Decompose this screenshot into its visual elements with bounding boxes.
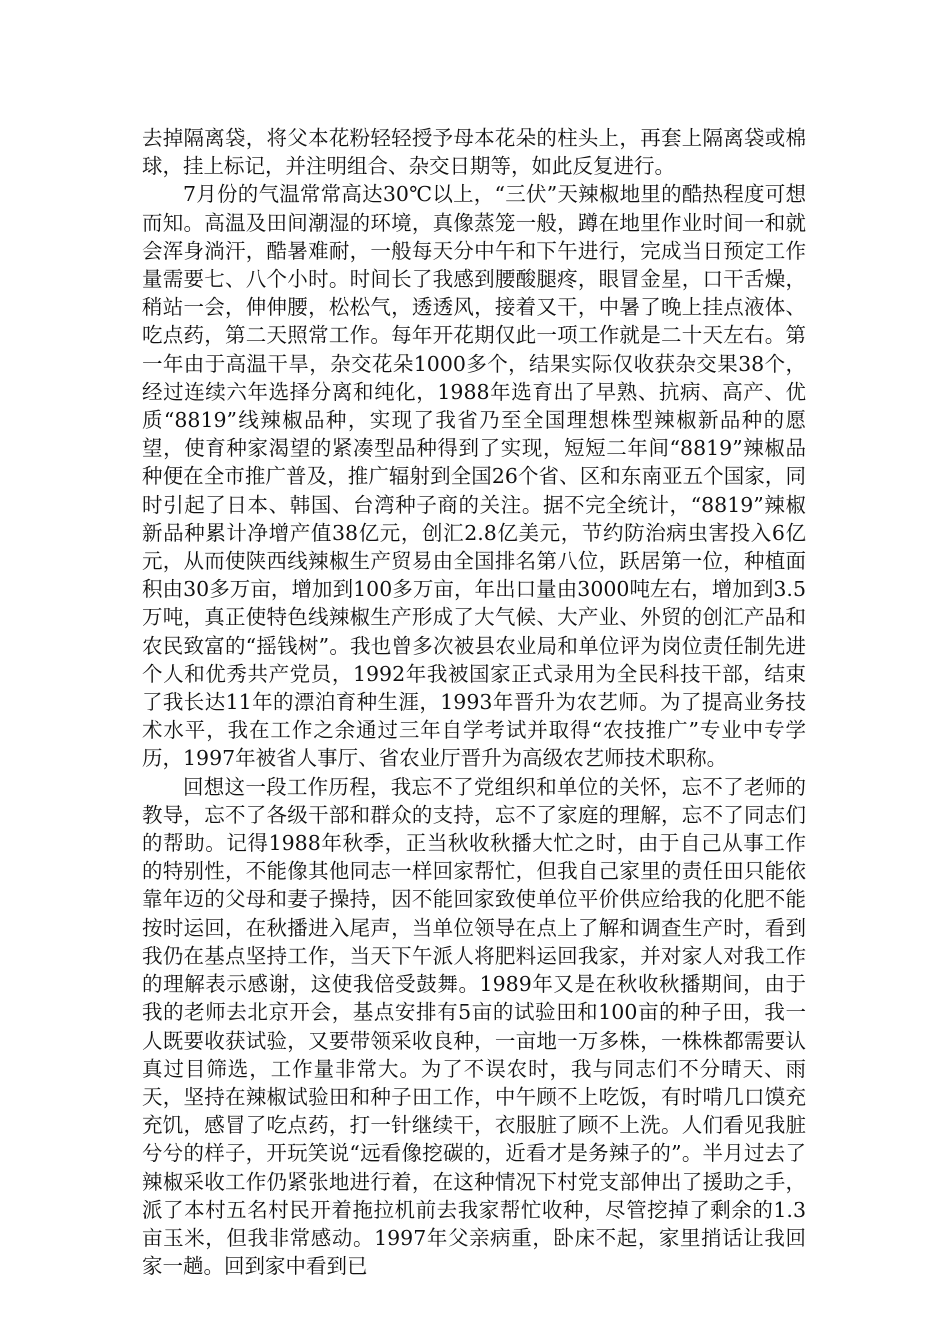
paragraph-1: 去掉隔离袋，将父本花粉轻轻授予母本花朵的柱头上，再套上隔离袋或棉球，挂上标记，并注明组合、杂交日期等，如此反复进行。 — [142, 126, 806, 179]
document-body — [142, 124, 806, 1280]
paragraph-2: 7月份的气温常常高达30℃以上，“三伏”天辣椒地里的酷热程度可想而知。高温及田间潮湿的环境，真像蒸笼一般，蹲在地里作业时间一和就会浑身淌汗，酷暑难耐，一般每天分中午和下午进行，完成当日预定工作量需要七、八个小时。时间长了我感到腰酸腿疼，眼冒金星，口干舌燥，稍站一会，伸伸腰，松松气，透透风，接着又干，中暑了晚上挂点液体、吃点药，第二天照常工作。每年开花期仅此一项工作就是二十天左右。第一年由于高温干旱，杂交花朵1000多个，结果实际仅收获杂交果38个，经过连续六年选择分离和纯化，1988年选育出了早熟、抗病、高产、优质“8819”线辣椒品种，实现了我省乃至全国理想株型辣椒新品种的愿望，使育种家渴望的紧凑型品种得到了实现，短短二年间“8819”辣椒品种便在全市推广普及，推广辐射到全国26个省、区和东南亚五个国家，同时引起了日本、韩国、台湾种子商的关注。据不完全统计，“8819”辣椒新品种累计净增产值38亿元，创汇2.8亿美元，节约防治病虫害投入6亿元，从而使陕西线辣椒生产贸易由全国排名第八位，跃居第一位，种植面积由30多万亩，增加到100多万亩，年出口量由3000吨左右，增加到3.5万吨，真正使特色线辣椒生产形成了大气候、大产业、外贸的创汇产品和农民致富的“摇钱树”。我也曾多次被县农业局和单位评为岗位责任制先进个人和优秀共产党员，1992年我被国家正式录用为全民科技干部，结束了我长达11年的漂泊育种生涯，1993年晋升为农艺师。为了提高业务技术水平，我在工作之余通过三年自学考试并取得“农技推广”专业中专学历，1997年被省人事厅、省农业厅晋升为高级农艺师技术职称。 — [142, 182, 806, 771]
paragraph-3: 回想这一段工作历程，我忘不了党组织和单位的关怀，忘不了老师的教导，忘不了各级干部和群众的支持，忘不了家庭的理解，忘不了同志们的帮助。记得1988年秋季，正当秋收秋播大忙之时，由于自己从事工作的特别性，不能像其他同志一样回家帮忙，但我自己家里的责任田只能依靠年迈的父母和妻子操持，因不能回家致使单位平价供应给我的化肥不能按时运回，在秋播进入尾声，当单位领导在点上了解和调查生产时，看到我仍在基点坚持工作，当天下午派人将肥料运回我家，并对家人对我工作的理解表示感谢，这使我倍受鼓舞。1989年又是在秋收秋播期间，由于我的老师去北京开会，基点安排有5亩的试验田和100亩的种子田，我一人既要收获试验，又要带领采收良种，一亩地一万多株，一株株都需要认真过目筛选，工作量非常大。为了不误农时，我与同志们不分晴天、雨天，坚持在辣椒试验田和种子田工作，中午顾不上吃饭，有时啃几口馍充充饥，感冒了吃点药，打一针继续干，衣服脏了顾不上洗。人们看见我脏兮兮的样子，开玩笑说“远看像挖碳的，近看才是务辣子的”。半月过去了辣椒采收工作仍紧张地进行着，在这种情况下村党支部伸出了援助之手，派了本村五名村民开着拖拉机前去我家帮忙收种，尽管挖掉了剩余的1.3亩玉米，但我非常感动。1997年父亲病重，卧床不起，家里捎话让我回家一趟。回到家中看到已 — [142, 774, 806, 1279]
